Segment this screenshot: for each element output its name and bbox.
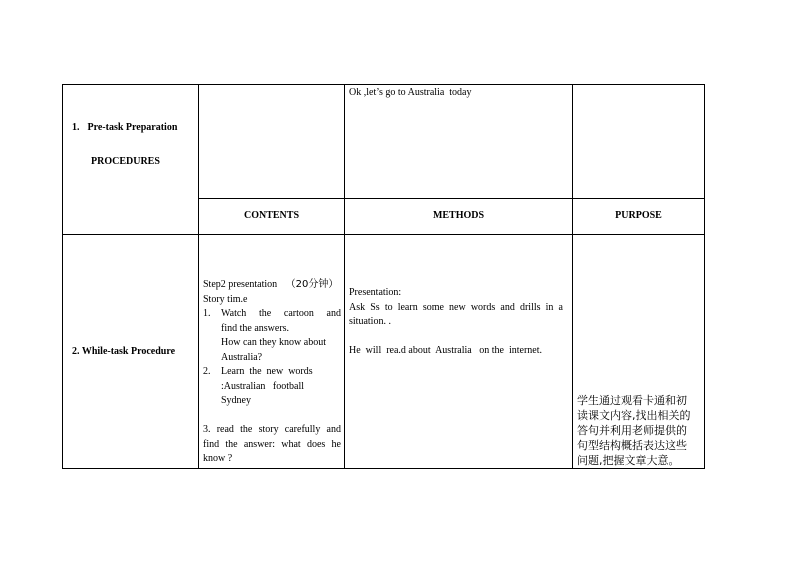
stage-1-number: 1. xyxy=(72,122,80,133)
lesson-plan-table xyxy=(62,84,705,469)
column-divider-3 xyxy=(572,84,573,469)
table-border-left xyxy=(62,84,63,469)
item-3-line-3: know ? xyxy=(203,453,233,464)
column-header-contents: CONTENTS xyxy=(243,210,299,221)
table-border-right xyxy=(704,84,705,469)
column-divider-2 xyxy=(344,84,345,469)
methods-line-2: situation. . xyxy=(349,316,391,327)
stage-1-label: Pre-task Preparation xyxy=(87,122,178,133)
list-item: 2. Learn the new words :Australian football Sydney xyxy=(203,366,313,406)
methods-cell xyxy=(349,286,563,359)
item-3-line-2: find the answer: what does he xyxy=(203,438,341,450)
stage-1-title xyxy=(72,121,197,136)
column-header-purpose: PURPOSE xyxy=(615,210,662,221)
table-border-top xyxy=(62,84,705,85)
step-heading xyxy=(203,277,341,293)
list-item: 1. Watch the cartoon and find the answers. How can they know about Australia? xyxy=(203,308,341,363)
methods-line-1: Ask Ss to learn some new words and drills in a xyxy=(349,301,563,313)
table-border-bottom xyxy=(62,468,705,469)
column-header-methods: METHODS xyxy=(432,210,485,221)
contents-list xyxy=(203,307,341,409)
purpose-cell: 学生通过观看卡通和初 读课文内容,找出相关的 答句并利用老师提供的 句型结构概括表达这些 问题,把握文章大意。 xyxy=(577,394,691,467)
stage-2-title: 2. While-task Procedure xyxy=(72,346,176,357)
methods-read-line: He will rea.d about Australia on the internet. xyxy=(349,345,543,356)
procedures-label: PROCEDURES xyxy=(91,156,160,167)
story-time: Story tim.e xyxy=(203,293,248,305)
methods-intro-text: Ok ,let’s go to Australia today xyxy=(349,87,472,98)
step-time: （20分钟） xyxy=(285,279,339,290)
row-divider xyxy=(62,234,705,235)
presentation-label: Presentation: xyxy=(349,287,402,298)
header-divider xyxy=(198,198,705,199)
item-3-line-1: 3. read the story carefully and xyxy=(203,424,341,435)
column-divider-1 xyxy=(198,84,199,469)
step-title: Step2 presentation xyxy=(203,279,278,290)
contents-cell xyxy=(203,277,341,467)
